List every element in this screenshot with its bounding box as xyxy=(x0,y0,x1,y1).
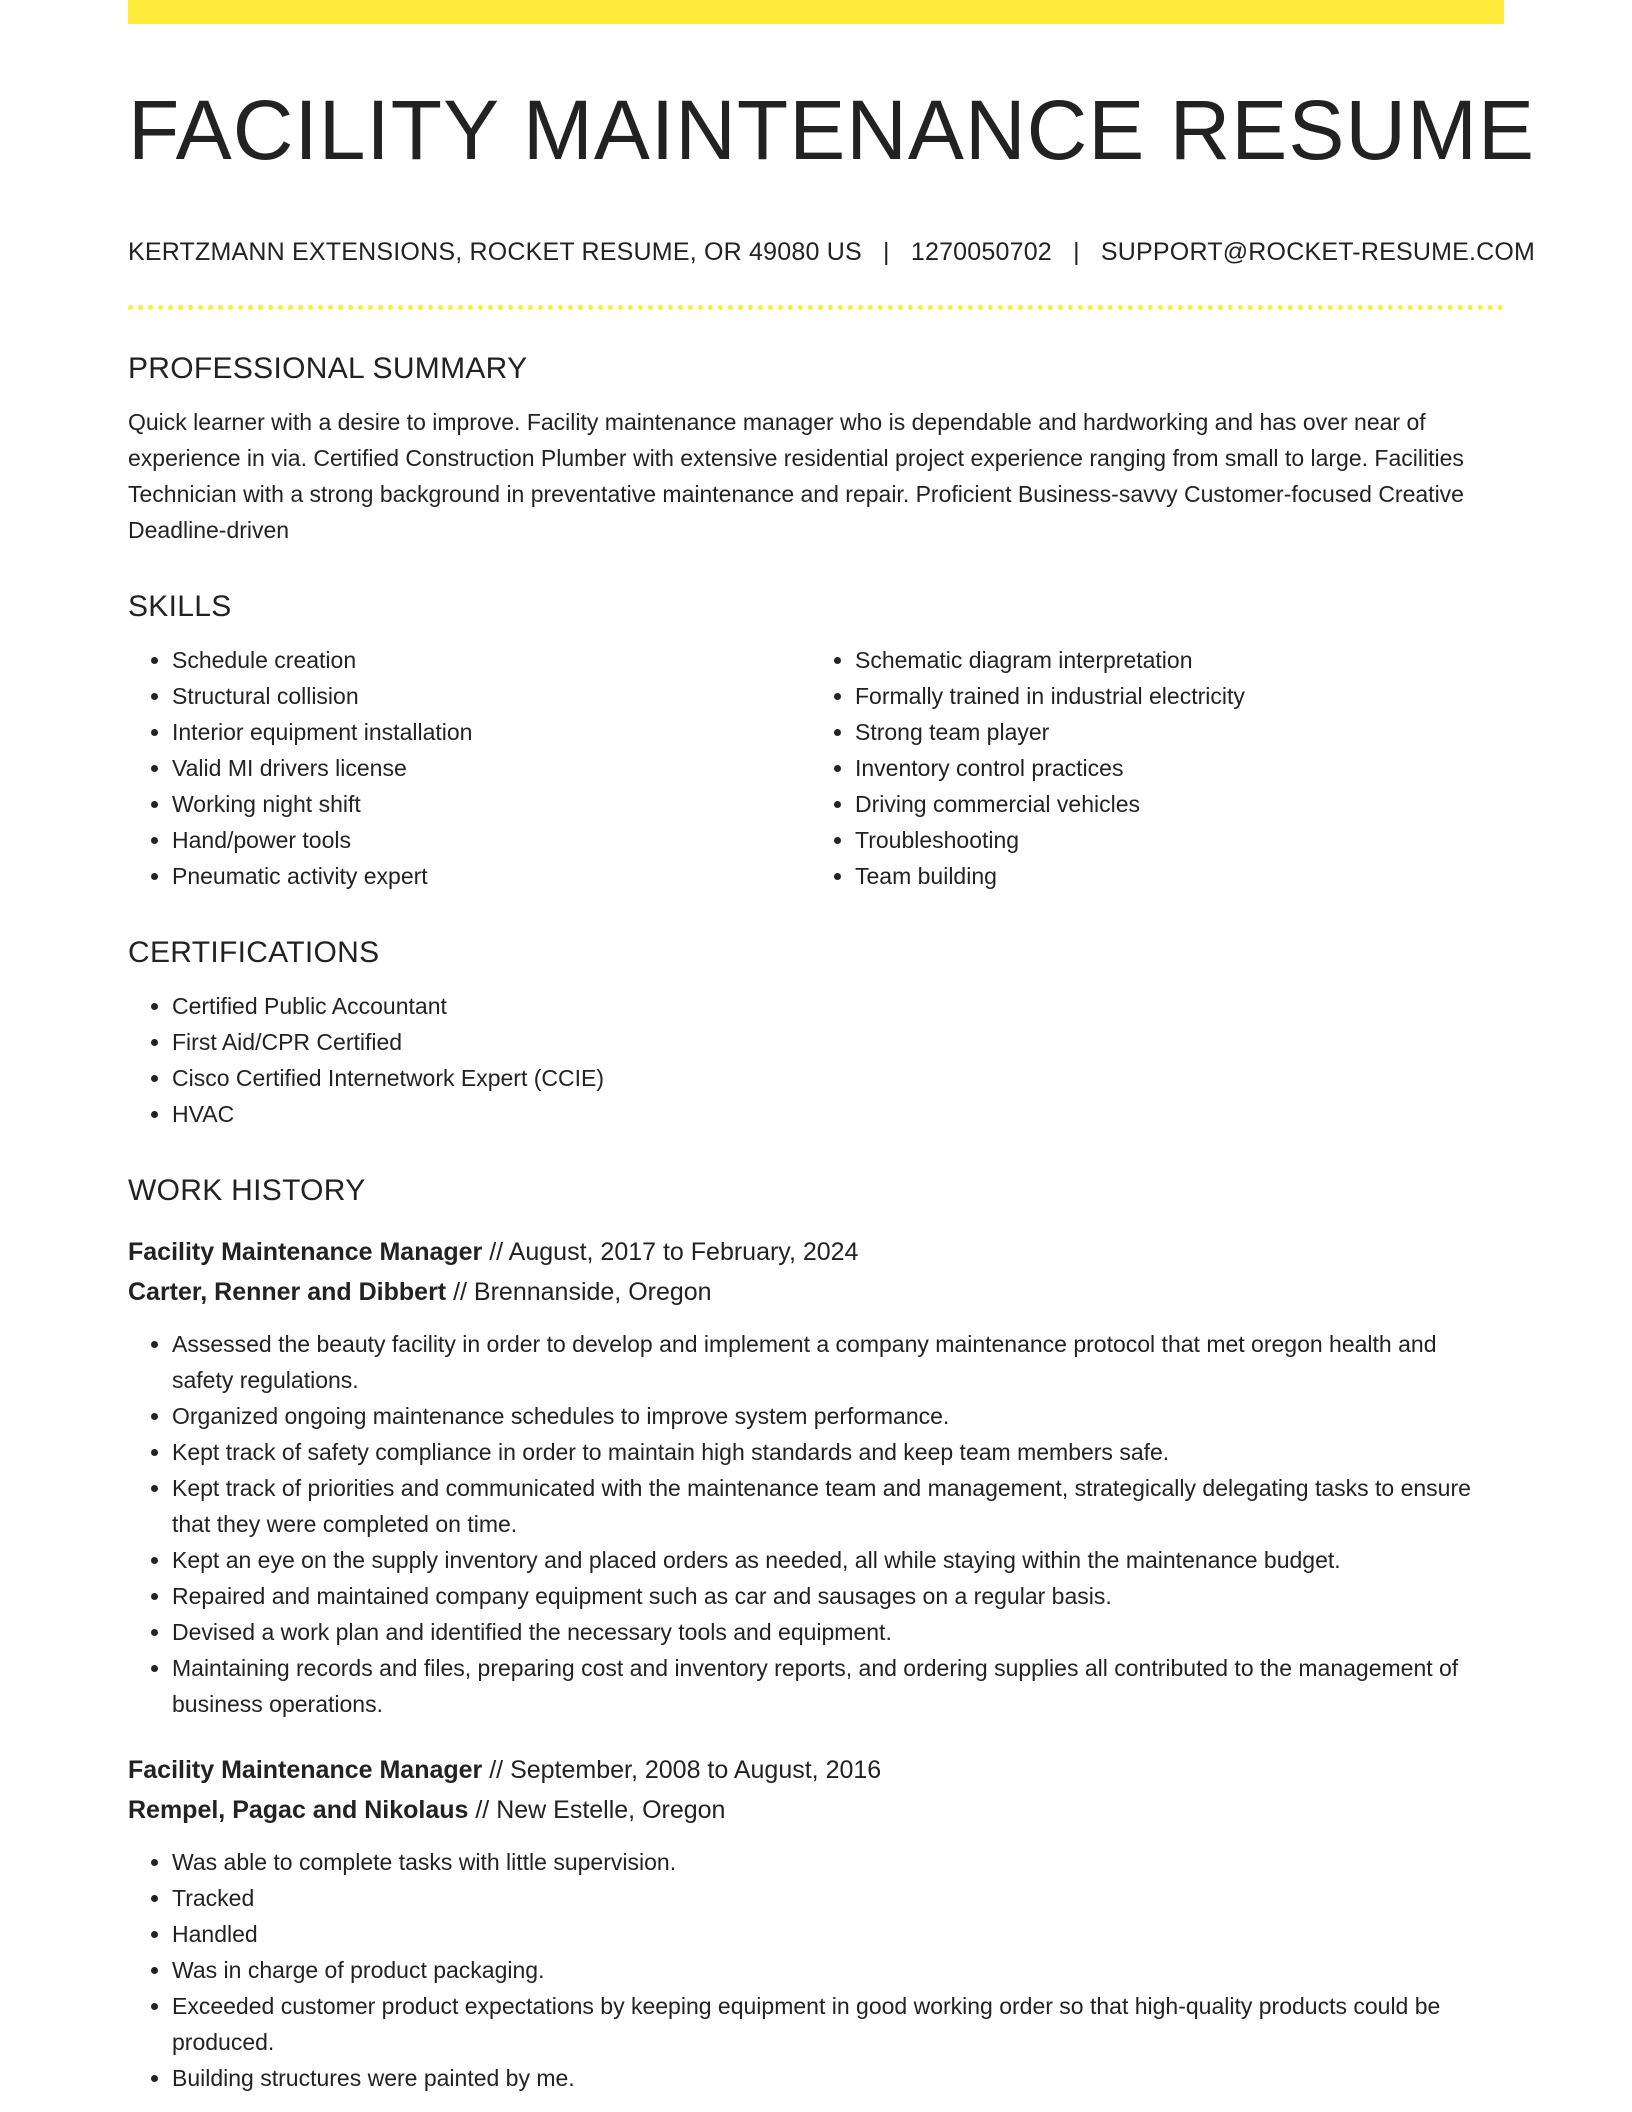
summary-text: Quick learner with a desire to improve. Facility maintenance manager who is dependable and hardworking and has over near of experience in via. Certified Construction Plumber with extensive residential project experience ranging from small to large. Facilities Technician with a strong background in preventative maintenance and repair. Proficient Business-savvy Customer-focused Creative Deadline-driven xyxy=(128,409,1464,543)
job-bullet: • Kept track of safety compliance in order to maintain high standards and keep team members safe. xyxy=(172,1434,1504,1470)
job-title: Facility Maintenance Manager xyxy=(128,1238,483,1266)
work-history-heading: WORK HISTORY xyxy=(128,1174,366,1207)
job-company: Rempel, Pagac and Nikolaus xyxy=(128,1796,469,1824)
job-bullet: • Was able to complete tasks with little supervision. xyxy=(172,1844,1504,1880)
job-bullet: • Building structures were painted by me. xyxy=(172,2060,1504,2096)
skill-item: • Team building xyxy=(855,858,1504,894)
job-title: Facility Maintenance Manager xyxy=(128,1756,483,1784)
job-bullets xyxy=(128,1326,1504,1722)
job-location: // New Estelle, Oregon xyxy=(468,1796,726,1824)
job-bullet: • Assessed the beauty facility in order to develop and implement a company maintenance protocol that met oregon health and safety regulations. xyxy=(172,1326,1504,1398)
skill-item: • Schematic diagram interpretation xyxy=(855,642,1504,678)
skill-item: • Interior equipment installation xyxy=(172,714,821,750)
work-history-section xyxy=(128,1176,1504,2096)
job-bullet: • Kept track of priorities and communicated with the maintenance team and management, strategically delegating tasks to ensure that they were completed on time. xyxy=(172,1470,1504,1542)
skill-item: • Troubleshooting xyxy=(855,822,1504,858)
job-company: Carter, Renner and Dibbert xyxy=(128,1278,447,1306)
skills-grid xyxy=(128,622,1504,894)
summary-heading: PROFESSIONAL SUMMARY xyxy=(128,352,528,385)
job-bullet: • Maintaining records and files, preparing cost and inventory reports, and ordering supplies all contributed to the management of business operations. xyxy=(172,1650,1504,1722)
skill-item: • Valid MI drivers license xyxy=(172,750,821,786)
job-bullet: • Handled xyxy=(172,1916,1504,1952)
job-location: // Brennanside, Oregon xyxy=(446,1278,712,1306)
job-title-line xyxy=(128,1232,1504,1272)
contact-separator: | xyxy=(883,238,890,266)
job-dates: // September, 2008 to August, 2016 xyxy=(482,1756,882,1784)
job-entry xyxy=(128,1232,1504,1722)
skill-item: • Structural collision xyxy=(172,678,821,714)
certification-item: • HVAC xyxy=(172,1096,1504,1132)
skill-item: • Formally trained in industrial electricity xyxy=(855,678,1504,714)
dotted-divider xyxy=(128,305,1504,310)
skill-item: • Driving commercial vehicles xyxy=(855,786,1504,822)
contact-phone: 1270050702 xyxy=(910,238,1052,266)
job-company-line xyxy=(128,1272,1504,1312)
top-accent-bar xyxy=(128,0,1504,24)
skill-item: • Strong team player xyxy=(855,714,1504,750)
job-bullet: • Devised a work plan and identified the necessary tools and equipment. xyxy=(172,1614,1504,1650)
contact-address: KERTZMANN EXTENSIONS, ROCKET RESUME, OR 49080 US xyxy=(128,238,862,266)
job-bullet: • Repaired and maintained company equipment such as car and sausages on a regular basis. xyxy=(172,1578,1504,1614)
skill-item: • Working night shift xyxy=(172,786,821,822)
certifications-section xyxy=(128,938,1504,1132)
skills-section xyxy=(128,592,1504,894)
job-header xyxy=(128,1232,1504,1312)
job-bullet: • Kept an eye on the supply inventory and placed orders as needed, all while staying within the maintenance budget. xyxy=(172,1542,1504,1578)
contact-line xyxy=(128,238,1536,267)
skill-item: • Schedule creation xyxy=(172,642,821,678)
skills-heading: SKILLS xyxy=(128,590,232,623)
resume-title: FACILITY MAINTENANCE RESUME xyxy=(128,83,1536,177)
certification-item: • Certified Public Accountant xyxy=(172,988,1504,1024)
skill-item: • Pneumatic activity expert xyxy=(172,858,821,894)
job-dates: // August, 2017 to February, 2024 xyxy=(482,1238,859,1266)
certification-item: • First Aid/CPR Certified xyxy=(172,1024,1504,1060)
job-bullet: • Was in charge of product packaging. xyxy=(172,1952,1504,1988)
skill-item: • Hand/power tools xyxy=(172,822,821,858)
summary-section xyxy=(128,354,1504,548)
skills-list-left xyxy=(128,642,821,894)
job-bullet: • Organized ongoing maintenance schedules to improve system performance. xyxy=(172,1398,1504,1434)
job-spacer xyxy=(128,1722,1504,1750)
resume-page xyxy=(128,0,1536,2096)
contact-email: SUPPORT@ROCKET-RESUME.COM xyxy=(1100,238,1536,266)
contact-separator: | xyxy=(1073,238,1080,266)
job-bullet: • Exceeded customer product expectations by keeping equipment in good working order so that high-quality products could be produced. xyxy=(172,1988,1504,2060)
job-entry xyxy=(128,1750,1504,2096)
job-bullets xyxy=(128,1844,1504,2096)
skills-list-right xyxy=(821,642,1504,894)
certifications-heading: CERTIFICATIONS xyxy=(128,936,380,969)
job-title-line xyxy=(128,1750,1504,1790)
skill-item: • Inventory control practices xyxy=(855,750,1504,786)
certifications-list xyxy=(128,988,1504,1132)
certification-item: • Cisco Certified Internetwork Expert (CCIE) xyxy=(172,1060,1504,1096)
job-bullet: • Tracked xyxy=(172,1880,1504,1916)
job-company-line xyxy=(128,1790,1504,1830)
job-header xyxy=(128,1750,1504,1830)
